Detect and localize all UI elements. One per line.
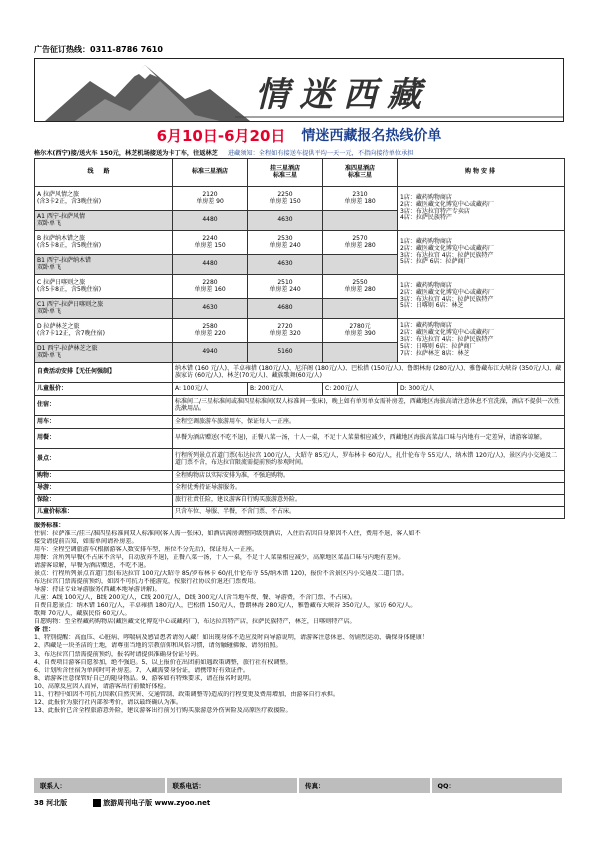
price-cell — [323, 255, 398, 275]
insurance-label: 保险： — [35, 495, 173, 507]
price-cell: 2510 单房差 240 — [248, 275, 323, 299]
table-row — [35, 507, 565, 519]
service-standards — [34, 522, 564, 715]
shop-cell: 1店：藏药购物商店 2店：藏医藏文化博览中心或藏药厂 3店：布达拉宫特产专卖店 4店：拉萨民族特产 — [398, 187, 565, 231]
note-right: 进藏须知：全程如有接送车提供平均一天一元，不指向接待单位承担 — [227, 150, 414, 157]
contact-fax: 传真： — [299, 778, 432, 793]
table-row — [35, 483, 565, 495]
meal-label: 用餐： — [35, 429, 173, 449]
table-row — [35, 363, 565, 383]
price-cell — [323, 299, 398, 319]
price-cell: 2310 单房差 180 — [323, 187, 398, 211]
insurance-text: 旅行社责任险，建议游客自行购买旅游意外险。 — [173, 495, 565, 507]
table-row — [35, 319, 565, 343]
guide-label: 导游： — [35, 483, 173, 495]
service-line: 布达拉宫门票需提前预约，如因不可抗力不能游览，按旅行社协议价退还门票费用。 — [34, 578, 260, 586]
price-table — [34, 158, 565, 519]
shopping-label: 购物： — [35, 471, 173, 483]
child-price-d: D: 300元/人 — [398, 383, 565, 396]
service-line: 自愿购物：至全程藏药购物店(藏医藏文化博览中心或藏药厂)，布达拉宫特产店，拉萨民族特产，林芝，日喀则特产店。 — [34, 618, 356, 626]
price-cell — [323, 211, 398, 231]
child-price-a: A: 100元/人 — [173, 383, 248, 396]
child-standard-label: 儿童价标准： — [35, 507, 173, 519]
service-line: 接受请提前告知，如需单间请补房差。 — [34, 538, 138, 546]
note-line: 1、特别提醒：高血压、心脏病、哮喘病及感冒患者请勿入藏！如出现身体不适应及时向导游说明，请游客注意休息、勿剧烈运动、确保身体健康！ — [34, 634, 428, 642]
table-row — [35, 396, 565, 416]
traffic-text: 全程空调旅游车旅游用车，保证每人一正座。 — [173, 416, 565, 429]
note-line: 13、此报价已含全程旅游意外险，建议游客出行前另行购买旅游意外伤害险及高原医疗救援险。 — [34, 706, 292, 714]
service-line: 自费自愿景点：纳木错 160元/人，羊卓雍措 180元/人，巴松措 150元/人，鲁朗林海 280元/人，雅鲁藏布大峡谷 350元/人，家访 60元/人。 — [34, 602, 417, 610]
note-line: 12、此报价为旅行社内部参考价，请以最终确认为准。 — [34, 698, 182, 706]
lodging-label: 住宿： — [35, 396, 173, 416]
spots-text: 行程所列景点首道门票(布达拉宫 100元/人，大昭寺 85元/人，罗布林卡 60元/人，扎什伦布寺 55元/人，纳木错 120元/人)，景区内小交通及二道门票不含，布达拉宫限流需提前预约参观时间。 — [173, 449, 565, 471]
shop-cell: 1店：藏药购物商店 2店：藏医藏文化博览中心或藏药厂 3店：布达拉宫 4店：拉萨民族特产 5店：拉萨 6店：拉萨商厂 — [398, 231, 565, 275]
page-number: 38 河北版 — [34, 799, 68, 807]
headline-dates: 6月10日-6月20日 — [156, 126, 286, 145]
service-line: 歌舞 70元/人，藏族民俗 60元/人。 — [34, 610, 131, 618]
table-row — [35, 449, 565, 471]
service-line: 住宿：拉萨准三/挂三/准四星标准间双人标准间(客人需一张床)，如酒店满房调整同级别酒店，入住后若因自身原因不入住，费用不退，客人如不 — [34, 530, 421, 538]
publisher — [93, 798, 210, 808]
service-line: 儿童：A线 100元/人，B线 200元/人，C线 200元/人，D线 300元/人(含当地车费、餐、导游费，不含门票、不占床)。 — [34, 594, 357, 602]
route-cell: C 拉萨日喀则之旅 (含5卡8正，含5晚住宿) — [35, 275, 173, 299]
note-line: 4、自费项目游客自愿参加，绝不强迫。5、以上报价在出团前如遇政策调整，旅行社有权调整。 — [34, 658, 292, 666]
route-cell: A 拉萨风情之旅 (含3卡2正，含3晚住宿) — [35, 187, 173, 211]
price-cell: 5160 — [248, 343, 323, 363]
table-row — [35, 416, 565, 429]
note-line: 6、计划所含住宿为单间时可补房差。7、入藏需要身份证，请携带好有效证件。 — [34, 666, 249, 674]
guide-text: 全程优秀持证导游服务。 — [173, 483, 565, 495]
lodging-text: 标准间二/三星标准间或准四星标准间(双人标准间一张床)，晚上如有单男单女需补房差，西藏地区海拔高请注意休息不宜洗澡，酒店不提供一次性洗漱用品。 — [173, 396, 565, 416]
headline-title: 情迷西藏报名热线价单 — [301, 128, 442, 144]
note-line: 8、请游客注意保管好自己的随身物品。9、游客如有特殊要求，请在报名时说明。 — [34, 674, 256, 682]
shopping-text: 全程购物店以实际安排为准，不强迫购物。 — [173, 471, 565, 483]
price-cell: 2120 单房差 90 — [173, 187, 248, 211]
price-cell: 4940 — [173, 343, 248, 363]
spots-label: 景点： — [35, 449, 173, 471]
table-row — [35, 495, 565, 507]
child-price-label: 儿童报价： — [35, 383, 173, 396]
price-cell: 2780元 单房差 390 — [323, 319, 398, 343]
contact-phone: 联系电话： — [167, 778, 300, 793]
note-line: 10、高原反应因人而异，请游客出行前做好体检。 — [34, 682, 170, 690]
route-cell: B 拉萨纳木错之旅 (含5卡8正，含5晚住宿) — [35, 231, 173, 255]
service-line: 用车：全程空调旅游车(根据游客人数安排车型，座位不分先后)，保证每人一正座。 — [34, 546, 259, 554]
note-line: 11、行程中如因不可抗力因素(自然灾害、交通管制、政策调整等)造成的行程变更及费用增加，由游客自行承担。 — [34, 690, 340, 698]
notes-title: 备 注： — [34, 626, 55, 634]
route-cell: D 拉萨林芝之旅 (含7卡12正，含7晚住宿) — [35, 319, 173, 343]
contact-qq: QQ： — [432, 778, 565, 793]
shop-cell: 1店：藏药购物商店 2店：藏医藏文化博览中心或藏药厂 3店：布达拉宫 4店：拉萨民族特产 5店：日喀则 6店：林芝 — [398, 275, 565, 319]
price-cell: 4680 — [248, 299, 323, 319]
header-hotel-2: 挂三星酒店 标准三星 — [248, 159, 323, 187]
self-pay-label: 自费活动安排【无任何强制】 — [35, 363, 173, 383]
note-left: 格尔木(西宁)接/送火车 150元，林芝机场接送为卡丁车，往返林芝 — [34, 150, 218, 157]
route-cell: B1 西宁-拉萨纳木错 双卧单飞 — [35, 255, 173, 275]
banner-title: 情迷西藏 — [255, 75, 431, 115]
price-cell — [323, 343, 398, 363]
banner — [34, 58, 564, 122]
route-cell: A1 西宁-拉萨风情 双卧单飞 — [35, 211, 173, 231]
shop-cell: 1店：藏药购物商店 2店：藏医藏文化博览中心或藏药厂 3店：布达拉宫 4店：拉萨民族特产 5店：日喀则 6店：拉萨商厂 7店：拉萨林芝 8店：林芝 — [398, 319, 565, 363]
self-pay-text: 纳木错 (160 元/人)、羊卓雍措 (180元/人)、尼洋阁 (180元/人)、巴松措 (150元/人)、鲁朗林海 (280元/人)、雅鲁藏布江大峡谷 (350元/人)、藏族家访 (60元/人)、林芝(70元/人)、藏族歌舞(60元/人) — [173, 363, 565, 383]
note-line: 2、西藏是一块圣洁的土地，请尊重当地的宗教信仰和风俗习惯，请勿触碰佛像、请勿拍照。 — [34, 642, 282, 650]
meal-text: 早餐为酒店赠送(不吃不退)，正餐八菜一汤，十人一桌，不足十人菜量相应减少，西藏地区海拔高菜品口味与内地有一定差异，请游客谅解。 — [173, 429, 565, 449]
table-row — [35, 429, 565, 449]
table-row — [35, 187, 565, 211]
service-title: 服务标准： — [34, 522, 65, 529]
publisher-text: 旅游周刊电子版 www.zyoo.net — [103, 799, 211, 807]
publisher-logo-icon — [93, 799, 101, 807]
service-line: 请游客谅解，早餐为酒店赠送，不吃不退。 — [34, 562, 150, 570]
price-cell: 2530 单房差 240 — [248, 231, 323, 255]
table-row — [35, 471, 565, 483]
headline — [34, 124, 564, 146]
price-cell: 4630 — [173, 299, 248, 319]
ad-hotline: 广告征订热线：0311-8786 7610 — [34, 45, 163, 54]
traffic-label: 用车： — [35, 416, 173, 429]
price-cell: 2720 单房差 320 — [248, 319, 323, 343]
price-cell: 2250 单房差 150 — [248, 187, 323, 211]
contact-name: 联系人： — [34, 778, 167, 793]
price-cell: 2570 单房差 280 — [323, 231, 398, 255]
route-cell: C1 西宁-拉萨日喀则之旅 双卧单飞 — [35, 299, 173, 319]
child-price-c: C: 200元/人 — [323, 383, 398, 396]
price-cell: 2580 单房差 220 — [173, 319, 248, 343]
top-notes — [34, 148, 564, 157]
table-row — [35, 231, 565, 255]
table-row — [35, 275, 565, 299]
route-cell: D1 西宁-拉萨林芝之旅 双卧单飞 — [35, 343, 173, 363]
contact-bar — [34, 778, 564, 793]
price-cell: 4480 — [173, 211, 248, 231]
service-line: 用餐：含所列早餐(不占床不含早，自动放弃不退)，正餐八菜一汤，十人一桌，不足十人菜量相应减少，高原地区菜品口味与内地有差异。 — [34, 554, 405, 562]
price-cell: 2280 单房差 160 — [173, 275, 248, 299]
child-price-b: B: 200元/人 — [248, 383, 323, 396]
price-cell: 4480 — [173, 255, 248, 275]
price-cell: 4630 — [248, 211, 323, 231]
price-cell: 4630 — [248, 255, 323, 275]
table-row — [35, 383, 565, 396]
price-cell: 2240 单房差 150 — [173, 231, 248, 255]
header-shopping: 购物安排 — [398, 159, 565, 187]
note-line: 3、布达拉宫门票需提前预约，报名时请提供准确身份证号码。 — [34, 650, 203, 658]
service-line: 景点：行程所列景点首道门票(布达拉宫 100元/大昭寺 85/罗布林卡 60/扎什伦布寺 55/纳木错 120)，报价不含景区内小交通及二道门票。 — [34, 570, 408, 578]
footer — [34, 798, 564, 808]
header-route: 线路 — [35, 159, 173, 187]
header-hotel-3: 准四星酒店 标准三星 — [323, 159, 398, 187]
child-standard-text: 只含车位、导服、半餐，不含门票、不占床。 — [173, 507, 565, 519]
header-standard: 标准三星酒店 — [173, 159, 248, 187]
price-cell: 2550 单房差 280 — [323, 275, 398, 299]
service-line: 导游：持证专业导游服务(西藏本地导游讲解)。 — [34, 586, 161, 594]
